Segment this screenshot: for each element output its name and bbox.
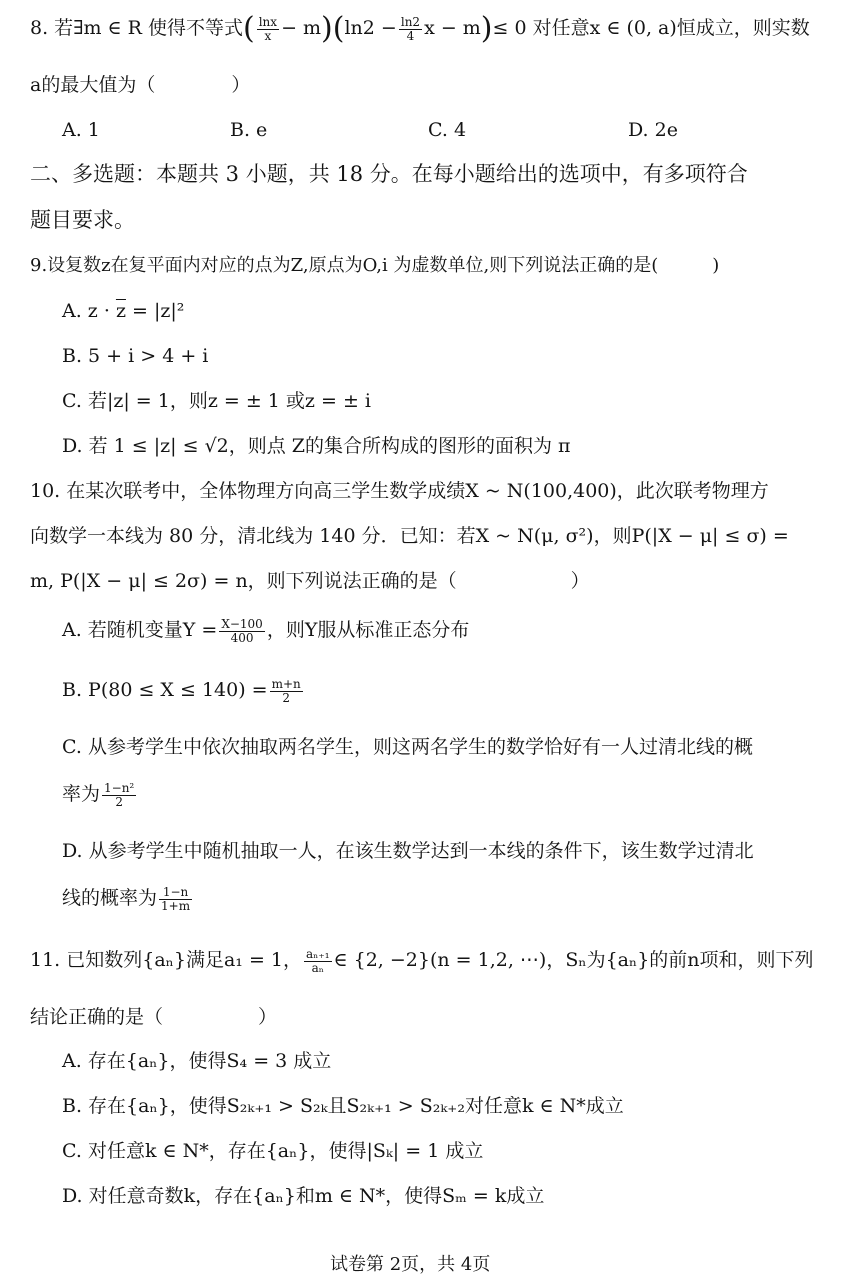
q8-option-d: D. 2e [628, 119, 678, 141]
q11-option-a: A. 存在{aₙ}，使得S₄ = 3 成立 [62, 1050, 332, 1072]
q11-option-c: C. 对任意k ∈ N*，存在{aₙ}，使得|Sₖ| = 1 成立 [62, 1140, 484, 1162]
q10-option-a [62, 618, 469, 644]
q8-stem-line1 [30, 11, 810, 46]
q10-option-b [62, 678, 305, 704]
q10-option-a-frac [219, 618, 265, 644]
q8-stem-line2: a的最大值为（ ） [30, 74, 251, 96]
q9-option-a-text-1: A. z · [62, 300, 116, 322]
q10-stem-line3: m, P(|X − μ| ≤ 2σ) = n，则下列说法正确的是（ ） [30, 570, 590, 592]
q10-option-d-frac-den: 1+m [161, 898, 191, 913]
q9-option-a [62, 300, 184, 323]
q11-stem-line1 [30, 948, 814, 974]
q10-option-b-text: B. P(80 ≤ X ≤ 140) = [62, 679, 268, 702]
q10-option-a-frac-den: 400 [230, 630, 254, 645]
q8-frac-1-den: x [264, 28, 272, 43]
q10-option-c-line1: C. 从参考学生中依次抽取两名学生，则这两名学生的数学恰好有一人过清北线的概 [62, 736, 753, 758]
q8-paren-close-1: ) [321, 11, 333, 46]
q10-stem-line1: 10. 在某次联考中，全体物理方向高三学生数学成绩X ~ N(100,400)，此次联考物理方 [30, 480, 769, 502]
q10-stem-line2: 向数学一本线为 80 分，清北线为 140 分．已知：若X ~ N(μ, σ²)，则P(|X − μ| ≤ σ) = [30, 525, 789, 547]
q8-text-e: x − m [424, 17, 481, 39]
q9-stem: 9.设复数z在复平面内对应的点为Z,原点为O,i 为虚数单位,则下列说法正确的是( ) [30, 255, 720, 276]
q9-option-c: C. 若|z| = 1，则z = ± 1 或z = ± i [62, 390, 371, 412]
q8-text-c: − m [281, 17, 322, 39]
q8-frac-2 [399, 16, 422, 42]
q8-frac-1 [257, 16, 279, 42]
q8-text-d: ln2 − [344, 17, 397, 39]
q11-text-b: ∈ {2, −2}(n = 1,2, ⋯)，Sₙ为{aₙ}的前n项和，则下列 [333, 949, 814, 972]
q10-option-c-text: 率为 [62, 783, 101, 806]
q11-option-b: B. 存在{aₙ}，使得S₂ₖ₊₁ > S₂ₖ且S₂ₖ₊₁ > S₂ₖ₊₂对任意k ∈ N*成立 [62, 1095, 624, 1117]
q8-text-f: ≤ 0 对任意x ∈ (0, a)恒成立，则实数 [492, 17, 810, 39]
q11-frac-num: aₙ₊₁ [306, 947, 330, 961]
q9-option-a-conjugate: $\overline{z}$ [115, 300, 126, 322]
q10-option-c-frac-den: 2 [115, 794, 123, 809]
section2-heading-line2: 题目要求。 [30, 208, 135, 232]
q11-option-d: D. 对任意奇数k，存在{aₙ}和m ∈ N*，使得Sₘ = k成立 [62, 1185, 545, 1207]
section2-heading-line1: 二、多选题：本题共 3 小题，共 18 分。在每小题给出的选项中，有多项符合 [30, 162, 748, 186]
page-footer: 试卷第 2页，共 4页 [330, 1254, 491, 1275]
q10-option-d-line2 [62, 886, 194, 912]
q8-paren-open-1: ( [243, 11, 255, 46]
q10-option-c-frac [102, 782, 136, 808]
q10-option-b-frac-num: m+n [271, 677, 301, 691]
q8-paren-close-2: ) [480, 11, 493, 46]
q8-paren-open-2: ( [332, 11, 345, 46]
q10-option-d-frac [159, 886, 192, 912]
q10-option-c-frac-num: 1−n² [104, 781, 135, 795]
q8-option-a: A. 1 [62, 119, 100, 141]
q9-option-d: D. 若 1 ≤ |z| ≤ √2，则点 Z的集合所构成的图形的面积为 π [62, 435, 571, 457]
q11-text-a: 11. 已知数列{aₙ}满足a₁ = 1， [30, 949, 303, 972]
q10-option-a-text-2: ，则Y服从标准正态分布 [266, 619, 470, 642]
q8-text-b: m ∈ R 使得不等式 [83, 17, 243, 39]
q8-frac-2-num: ln2 [400, 14, 421, 29]
q10-option-a-frac-num: X−100 [221, 617, 263, 631]
q10-option-c-line2 [62, 782, 138, 808]
q10-option-d-frac-num: 1−n [159, 886, 192, 900]
q11-frac [304, 948, 332, 974]
q8-option-c: C. 4 [428, 119, 467, 141]
q8-frac-2-den: 4 [406, 28, 415, 43]
q8-frac-1-num: lnx [258, 14, 278, 29]
q9-option-b: B. 5 + i > 4 + i [62, 345, 209, 367]
q9-option-a-text-2: = |z|² [125, 300, 185, 322]
q10-option-b-frac-den: 2 [282, 690, 290, 705]
q11-frac-den: aₙ [311, 960, 324, 975]
q8-text-a: 8. 若∃ [30, 17, 84, 39]
q10-option-d-text: 线的概率为 [62, 887, 158, 910]
q11-stem-line2: 结论正确的是（ ） [30, 1006, 278, 1028]
q10-option-b-frac [270, 678, 303, 704]
q10-option-a-text-1: A. 若随机变量Y = [62, 619, 218, 642]
q10-option-d-line1: D. 从参考学生中随机抽取一人，在该生数学达到一本线的条件下，该生数学过清北 [62, 840, 754, 862]
q8-option-b: B. e [230, 119, 268, 141]
